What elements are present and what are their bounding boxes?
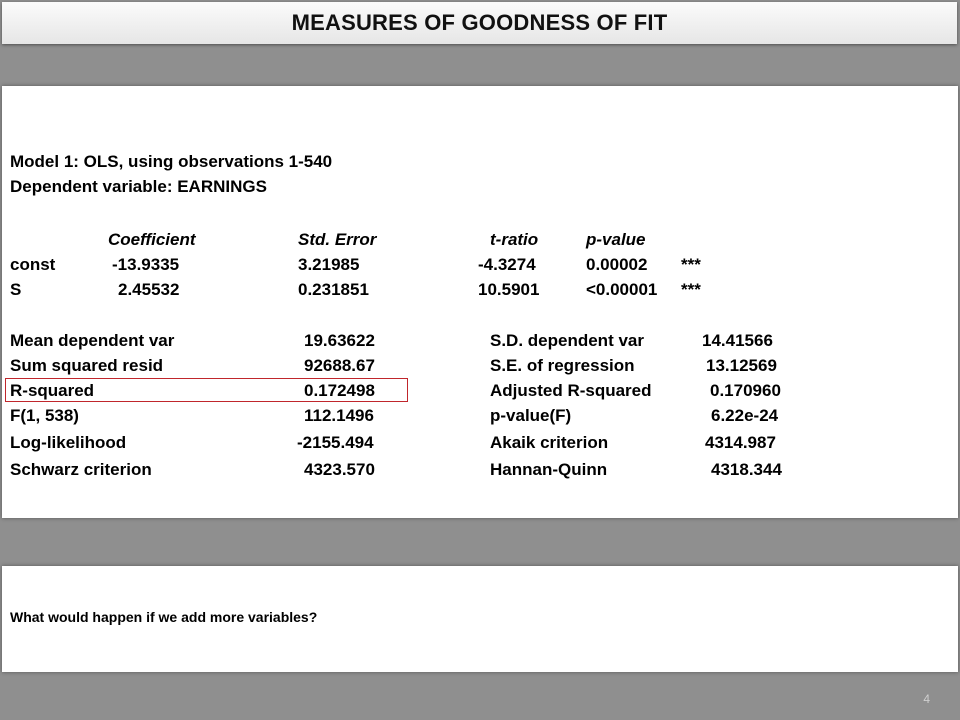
stat-hq-label: Hannan-Quinn bbox=[490, 460, 608, 479]
row-const-p: 0.00002 bbox=[586, 255, 648, 274]
page-number: 4 bbox=[923, 692, 930, 706]
row-const-t: -4.3274 bbox=[478, 255, 536, 274]
row-s-se: 0.231851 bbox=[298, 280, 369, 299]
stat-ll-label: Log-likelihood bbox=[10, 433, 127, 452]
slide-title: MEASURES OF GOODNESS OF FIT bbox=[291, 10, 668, 35]
stat-adj-r2-value: 0.170960 bbox=[710, 381, 781, 400]
row-s-p: <0.00001 bbox=[586, 280, 658, 299]
stat-adj-r2-label: Adjusted R-squared bbox=[490, 381, 652, 400]
stat-hq-value: 4318.344 bbox=[711, 460, 782, 479]
stat-se-reg-value: 13.12569 bbox=[706, 356, 777, 375]
slide-title-bar bbox=[2, 2, 957, 44]
stat-mean-dep-value: 19.63622 bbox=[304, 331, 375, 350]
row-const-name: const bbox=[10, 255, 56, 274]
stat-r2-label: R-squared bbox=[10, 381, 95, 400]
stat-pf-label: p-value(F) bbox=[490, 406, 572, 425]
col-p-value: p-value bbox=[586, 230, 646, 249]
row-s-name: S bbox=[10, 280, 22, 299]
slide-question: What would happen if we add more variables? bbox=[10, 609, 318, 625]
row-const-se: 3.21985 bbox=[298, 255, 360, 274]
stat-pf-value: 6.22e-24 bbox=[711, 406, 779, 425]
row-const-stars: *** bbox=[681, 255, 701, 274]
model-header: Model 1: OLS, using observations 1-540 bbox=[10, 152, 333, 171]
stat-se-reg-label: S.E. of regression bbox=[490, 356, 635, 375]
stat-f-label: F(1, 538) bbox=[10, 406, 79, 425]
row-s-t: 10.5901 bbox=[478, 280, 540, 299]
col-std-error: Std. Error bbox=[298, 230, 377, 249]
stat-aic-value: 4314.987 bbox=[705, 433, 776, 452]
r-squared-highlight-box bbox=[5, 378, 408, 402]
stat-aic-label: Akaik criterion bbox=[490, 433, 609, 452]
stat-sd-dep-value: 14.41566 bbox=[702, 331, 773, 350]
row-s-coef: 2.45532 bbox=[118, 280, 180, 299]
stat-mean-dep-label: Mean dependent var bbox=[10, 331, 175, 350]
stat-bic-label: Schwarz criterion bbox=[10, 460, 152, 479]
stat-sd-dep-label: S.D. dependent var bbox=[490, 331, 644, 350]
stat-ll-value: -2155.494 bbox=[297, 433, 374, 452]
stat-bic-value: 4323.570 bbox=[304, 460, 375, 479]
stat-r2-value: 0.172498 bbox=[304, 381, 375, 400]
col-t-ratio: t-ratio bbox=[490, 230, 539, 249]
row-const-coef: -13.9335 bbox=[112, 255, 180, 274]
dependent-variable: Dependent variable: EARNINGS bbox=[10, 177, 267, 196]
col-coefficient: Coefficient bbox=[108, 230, 196, 249]
row-s-stars: *** bbox=[681, 280, 701, 299]
stat-ssr-label: Sum squared resid bbox=[10, 356, 164, 375]
stat-f-value: 112.1496 bbox=[304, 406, 374, 425]
stat-ssr-value: 92688.67 bbox=[304, 356, 375, 375]
